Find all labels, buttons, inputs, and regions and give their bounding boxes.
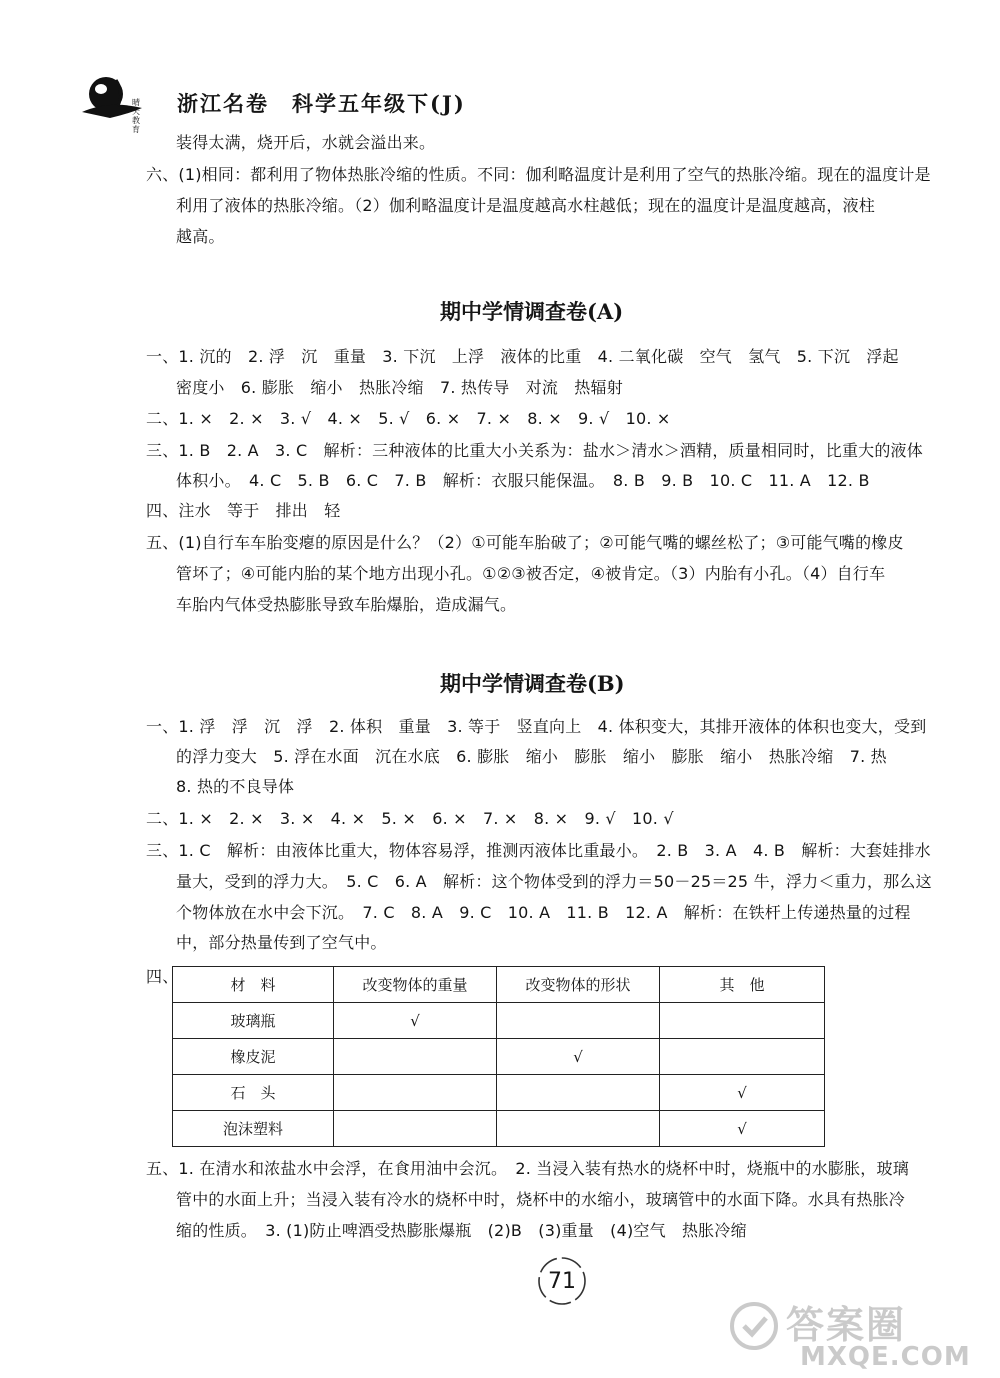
- table-cell: √: [497, 1039, 660, 1075]
- table-header-cell: 改变物体的重量: [334, 967, 497, 1003]
- text-line: 密度小 6. 膨胀 缩小 热胀冷缩 7. 热传导 对流 热辐射: [176, 378, 623, 397]
- text-line: 一、1. 沉的 2. 浮 沉 重量 3. 下沉 上浮 液体的比重 4. 二氧化碳 空气 氢气 5. 下沉 浮起: [146, 347, 899, 366]
- table-cell: 玻璃瓶: [173, 1003, 334, 1039]
- text-line: 管中的水面上升；当浸入装有冷水的烧杯中时，烧杯中的水缩小，玻璃管中的水面下降。水具有热胀冷: [176, 1190, 906, 1209]
- table-cell: √: [660, 1075, 825, 1111]
- text-line: 车胎内气体受热膨胀导致车胎爆胎，造成漏气。: [176, 595, 517, 614]
- page-number-badge: [536, 1255, 588, 1307]
- text-line: 二、1. × 2. × 3. √ 4. × 5. √ 6. × 7. × 8. × 9. √ 10. ×: [146, 409, 671, 428]
- text-line: 8. 热的不良导体: [176, 777, 295, 796]
- text-line: 六、(1)相同：都利用了物体热胀冷缩的性质。不同：伽利略温度计是利用了空气的热胀冷缩。现在的温度计是: [146, 165, 931, 184]
- table-cell: [660, 1039, 825, 1075]
- text-line: 量大，受到的浮力大。 5. C 6. A 解析：这个物体受到的浮力＝50－25＝25 牛，浮力＜重力，那么这: [176, 872, 932, 891]
- text-line: 装得太满，烧开后，水就会溢出来。: [176, 133, 436, 152]
- table-cell: 石 头: [173, 1075, 334, 1111]
- section-title-a: 期中学情调查卷(A): [440, 299, 624, 324]
- logo-graphic: [80, 72, 168, 130]
- table-cell: [334, 1075, 497, 1111]
- answer-table: [172, 966, 825, 1147]
- table-row: [173, 1003, 825, 1039]
- table-header-cell: 改变物体的形状: [497, 967, 660, 1003]
- text-line: 一、1. 浮 浮 沉 浮 2. 体积 重量 3. 等于 竖直向上 4. 体积变大，其排开液体的体积也变大，受到: [146, 717, 927, 736]
- page-number: 71: [548, 1268, 576, 1294]
- text-line: 的浮力变大 5. 浮在水面 沉在水底 6. 膨胀 缩小 膨胀 缩小 膨胀 缩小 热胀冷缩 7. 热: [176, 747, 887, 766]
- table-cell: [497, 1111, 660, 1147]
- watermark: [728, 1292, 992, 1374]
- table-cell: 泡沫塑料: [173, 1111, 334, 1147]
- text-line: 四、注水 等于 排出 轻: [146, 501, 341, 520]
- table-cell: [497, 1075, 660, 1111]
- table-cell: 橡皮泥: [173, 1039, 334, 1075]
- text-line: 缩的性质。 3. (1)防止啤酒受热膨胀爆瓶 (2)B (3)重量 (4)空气 热胀冷缩: [176, 1221, 747, 1240]
- table-row: [173, 1039, 825, 1075]
- table-cell: √: [334, 1003, 497, 1039]
- text-line: 三、1. B 2. A 3. C 解析：三种液体的比重大小关系为：盐水＞清水＞酒精，质量相同时，比重大的液体: [146, 441, 923, 460]
- table-cell: √: [660, 1111, 825, 1147]
- table-cell: [497, 1003, 660, 1039]
- watermark-icon: [728, 1300, 780, 1352]
- watermark-text: 答案圈: [786, 1303, 907, 1347]
- table-cell: [334, 1039, 497, 1075]
- logo-label: 晴天教育: [132, 98, 140, 134]
- publisher-logo: [80, 72, 168, 134]
- table-cell: [660, 1003, 825, 1039]
- text-line: 个物体放在水中会下沉。 7. C 8. A 9. C 10. A 11. B 12. A 解析：在铁杆上传递热量的过程: [176, 903, 911, 922]
- text-line: 五、(1)自行车车胎变瘪的原因是什么？（2）①可能车胎破了；②可能气嘴的螺丝松了；③可能气嘴的橡皮: [146, 533, 904, 552]
- table-header-row: [173, 967, 825, 1003]
- text-line: 利用了液体的热胀冷缩。（2）伽利略温度计是温度越高水柱越低；现在的温度计是温度越高，液柱: [176, 196, 875, 215]
- text-line: 五、1. 在清水和浓盐水中会浮，在食用油中会沉。 2. 当浸入装有热水的烧杯中时，烧瓶中的水膨胀，玻璃: [146, 1159, 909, 1178]
- text-line: 三、1. C 解析：由液体比重大，物体容易浮，推测丙液体比重最小。 2. B 3. A 4. B 解析：大套娃排水: [146, 841, 931, 860]
- table-header-cell: 其 他: [660, 967, 825, 1003]
- table-label: 四、: [146, 967, 179, 986]
- text-line: 二、1. × 2. × 3. × 4. × 5. × 6. × 7. × 8. × 9. √ 10. √: [146, 809, 674, 828]
- table-header-cell: 材 料: [173, 967, 334, 1003]
- text-line: 中，部分热量传到了空气中。: [176, 933, 387, 952]
- text-line: 管坏了；④可能内胎的某个地方出现小孔。①②③被否定，④被肯定。（3）内胎有小孔。（4）自行车: [176, 564, 886, 583]
- table-row: [173, 1111, 825, 1147]
- table-cell: [334, 1111, 497, 1147]
- text-line: 越高。: [176, 227, 225, 246]
- section-title-b: 期中学情调查卷(B): [440, 671, 625, 696]
- text-line: 体积小。 4. C 5. B 6. C 7. B 解析：衣服只能保温。 8. B 9. B 10. C 11. A 12. B: [176, 471, 870, 490]
- watermark-url: MXQE.COM: [800, 1342, 971, 1372]
- table-row: [173, 1075, 825, 1111]
- book-title: 浙江名卷 科学五年级下(J): [177, 91, 466, 116]
